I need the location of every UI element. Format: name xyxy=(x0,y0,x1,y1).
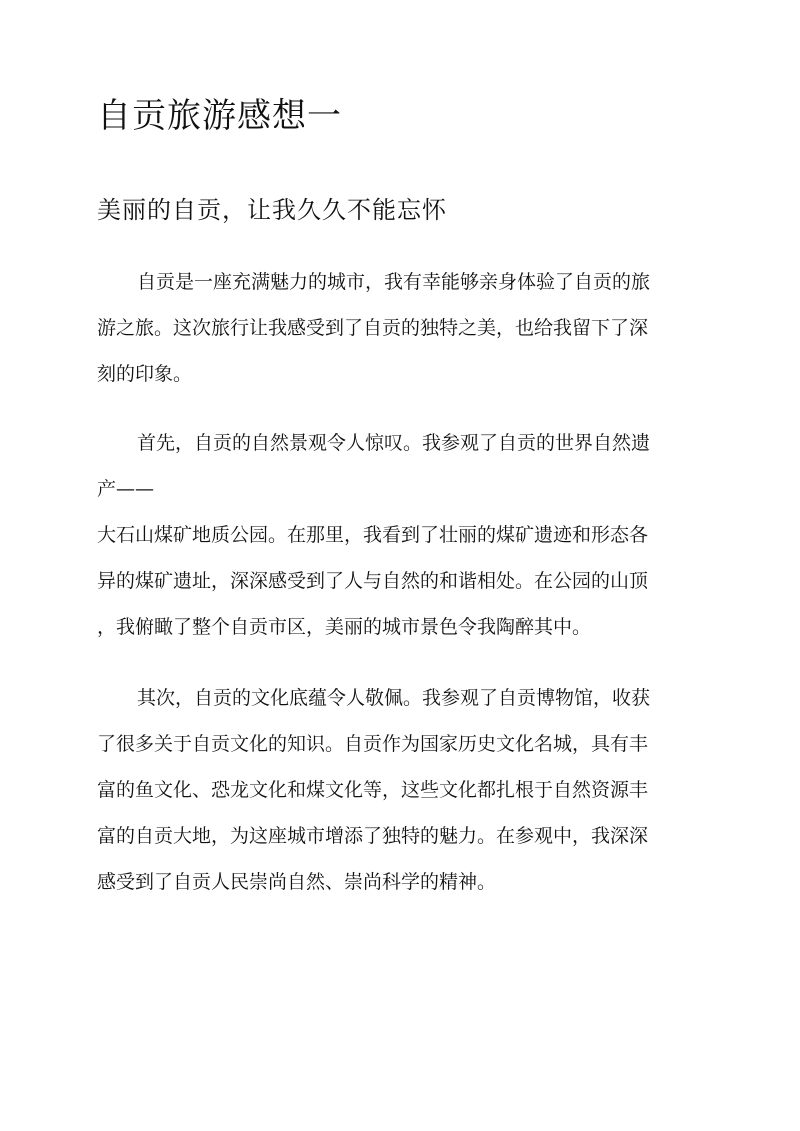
document-subtitle: 美丽的自贡，让我久久不能忘怀 xyxy=(97,196,447,224)
document-title: 自贡旅游感想一 xyxy=(97,96,342,136)
paragraph-line: 了很多关于自贡文化的知识。自贡作为国家历史文化名城，具有丰 xyxy=(97,733,649,755)
paragraph-line: 感受到了自贡人民崇尚自然、崇尚科学的精神。 xyxy=(97,871,497,893)
paragraph-line: 刻的印象。 xyxy=(97,363,193,385)
paragraph-line: 其次，自贡的文化底蕴令人敬佩。我参观了自贡博物馆，收获 xyxy=(137,687,651,709)
paragraph-line: 大石山煤矿地质公园。在那里，我看到了壮丽的煤矿遗迹和形态各 xyxy=(97,524,649,546)
paragraph-line: 首先，自贡的自然景观令人惊叹。我参观了自贡的世界自然遗 xyxy=(137,432,651,454)
paragraph-line: 富的鱼文化、恐龙文化和煤文化等，这些文化都扎根于自然资源丰 xyxy=(97,779,649,801)
paragraph-line: 产—— xyxy=(97,478,155,500)
paragraph-line: 自贡是一座充满魅力的城市，我有幸能够亲身体验了自贡的旅 xyxy=(137,271,651,293)
paragraph-line: 游之旅。这次旅行让我感受到了自贡的独特之美，也给我留下了深 xyxy=(97,317,649,339)
paragraph-line: 富的自贡大地，为这座城市增添了独特的魅力。在参观中，我深深 xyxy=(97,825,649,847)
paragraph-line: 异的煤矿遗址，深深感受到了人与自然的和谐相处。在公园的山顶 xyxy=(97,570,649,592)
paragraph-line: ，我俯瞰了整个自贡市区，美丽的城市景色令我陶醉其中。 xyxy=(97,616,592,638)
